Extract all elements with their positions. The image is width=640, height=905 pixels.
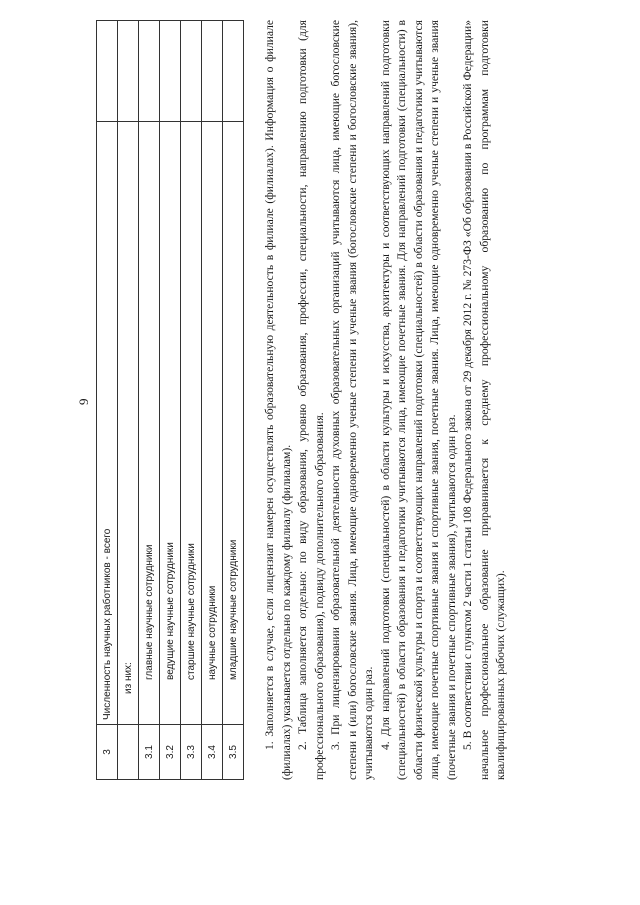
row-value xyxy=(223,21,244,122)
row-value xyxy=(160,21,181,122)
row-value xyxy=(118,21,139,122)
row-number: 3.3 xyxy=(181,725,202,780)
row-label: Численность научных работников - всего xyxy=(97,122,118,725)
row-label: ведущие научные сотрудники xyxy=(160,122,181,725)
document-page xyxy=(72,10,522,800)
row-number: 3.4 xyxy=(202,725,223,780)
row-value xyxy=(202,21,223,122)
row-number xyxy=(118,725,139,780)
footnote: 4. Для направлений подготовки (специальностей) в области культуры и искусства, архитектуры и соответствующих направлений подготовки (специальностей) в области образования и педагогики учитываются лица, имеющие почетные звания. Для направлений подготовки (специальности) в области физической культуры и спорта и соответствующих направлений подготовки (специальностей) в области образования и педагогики учитываются лица, имеющие почетные спортивные звания и спортивные звания, почетные звания. Лица, имеющие одновременно ученые степени и ученые звания (почетные звания и почетные спортивные звания), учитываются один раз. xyxy=(378,20,458,780)
row-number: 3.2 xyxy=(160,725,181,780)
page-number: 9 xyxy=(76,398,91,405)
row-number: 3.5 xyxy=(223,725,244,780)
row-label: научные сотрудники xyxy=(202,122,223,725)
table-row xyxy=(97,21,118,780)
table-row xyxy=(223,21,244,780)
table-row xyxy=(139,21,160,780)
row-value xyxy=(97,21,118,122)
table-row xyxy=(118,21,139,780)
footnotes xyxy=(262,20,510,780)
row-label: старшие научные сотрудники xyxy=(181,122,202,725)
staff-table xyxy=(96,20,244,780)
table-row xyxy=(202,21,223,780)
row-number: 3 xyxy=(97,725,118,780)
footnote: 1. Заполняется в случае, если лицензиат намерен осуществлять образовательную деятельность в филиале (филиалах). Информация о филиале (филиалах) указывается отдельно по каждому филиалу (филиалам). xyxy=(263,20,293,780)
table-row xyxy=(181,21,202,780)
row-label: главные научные сотрудники xyxy=(139,122,160,725)
row-label: младшие научные сотрудники xyxy=(223,122,244,725)
footnote: 5. В соответствии с пунктом 2 части 1 статьи 108 Федерального закона от 29 декабря 2012 г. № 273-ФЗ «Об образовании в Российской Федерации» начальное профессиональное образование приравнивается к среднему профессиональному образованию по программам подготовки квалифицированных рабочих (служащих). xyxy=(461,20,507,780)
row-value xyxy=(139,21,160,122)
row-label: из них: xyxy=(118,122,139,725)
table-row xyxy=(160,21,181,780)
row-number: 3.1 xyxy=(139,725,160,780)
footnote: 2. Таблица заполняется отдельно: по виду образования, уровню образования, профессии, специальности, направлению подготовки (для профессионального образования), подвиду дополнительного образования. xyxy=(296,20,326,780)
footnote: 3. При лицензировании образовательной деятельности духовных образовательных организаций учитываются лица, имеющие богословские степени и (или) богословские звания. Лица, имеющие одновременно ученые степени и ученые звания (богословские степени и богословские звания), учитываются один раз. xyxy=(329,20,375,780)
row-value xyxy=(181,21,202,122)
